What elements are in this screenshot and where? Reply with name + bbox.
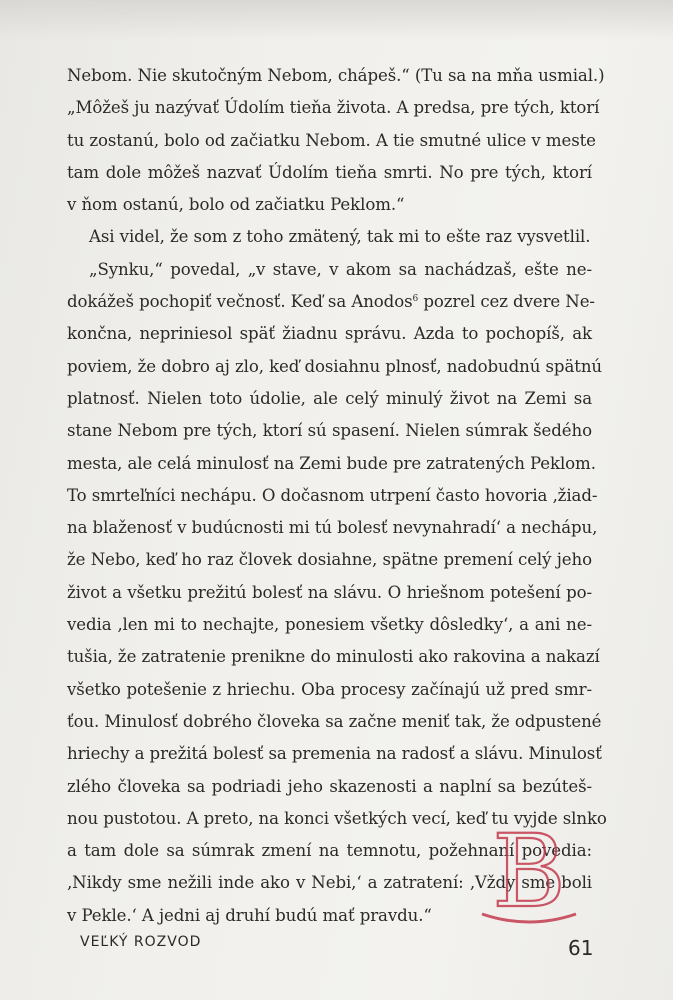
text-fragment: pozrel cez dvere Ne- (418, 292, 595, 312)
text-line: vedia ‚len mi to nechajte, ponesiem všetky dôsledky‘, a ani ne- (67, 615, 592, 635)
text-fragment: dokážeš pochopiť večnosť. Keď sa Anodos (67, 292, 413, 312)
text-line: tam dole môžeš nazvať Údolím tieňa smrti. No pre tých, ktorí (67, 162, 592, 182)
text-line: Asi videl, že som z toho zmätený, tak mi to ešte raz vysvetlil. (89, 227, 591, 247)
text-line: ‚Nikdy sme nežili inde ako v Nebi,‘ a zatratení: ‚Vždy sme boli (67, 873, 592, 893)
body-text (67, 60, 607, 932)
text-line: stane Nebom pre tých, ktorí sú spasení. Nielen súmrak šedého (67, 421, 592, 441)
text-line: platnosť. Nielen toto údolie, ale celý minulý život na Zemi sa (67, 388, 592, 408)
text-line: všetko potešenie z hriechu. Oba procesy začínajú už pred smr- (67, 679, 592, 699)
text-line: na blaženosť v budúcnosti mi tú bolesť nevynahradí‘ a nechápu, (67, 518, 598, 538)
text-line: život a všetku prežitú bolesť na slávu. O hriešnom potešení po- (67, 582, 592, 602)
text-line: nou pustotou. A preto, na konci všetkých vecí, keď tu vyjde slnko (67, 808, 607, 828)
watermark-logo (474, 818, 584, 928)
text-line: v Pekle.‘ A jedni aj druhí budú mať pravdu.“ (67, 905, 432, 925)
text-line: poviem, že dobro aj zlo, keď dosiahnu plnosť, nadobudnú spätnú (67, 356, 602, 376)
text-line: ťou. Minulosť dobrého človeka sa začne meniť tak, že odpustené (67, 711, 602, 731)
text-line: hriechy a prežitá bolesť sa premenia na radosť a slávu. Minulosť (67, 744, 602, 764)
text-line: v ňom ostanú, bolo od začiatku Peklom.“ (67, 195, 405, 215)
text-line: Nebom. Nie skutočným Nebom, chápeš.“ (Tu sa na mňa usmial.) (67, 66, 605, 85)
running-footer-title: VEĽKÝ ROZVOD (80, 934, 202, 950)
watermark-letter: B (492, 818, 566, 928)
footnote-mark[interactable]: 6 (412, 294, 419, 305)
text-line: „Synku,“ povedal, „v stave, v akom sa nachádzaš, ešte ne- (89, 259, 592, 279)
text-line: končna, nepriniesol späť žiadnu správu. Azda to pochopíš, ak (67, 324, 592, 344)
text-line: „Môžeš ju nazývať Údolím tieňa života. A predsa, pre tých, ktorí (67, 98, 600, 118)
text-line: že Nebo, keď ho raz človek dosiahne, spätne premení celý jeho (67, 550, 592, 570)
text-line: To smrteľníci nechápu. O dočasnom utrpení často hovoria ‚žiad- (67, 485, 598, 505)
text-line: zlého človeka sa podriadi jeho skazenosti a naplní sa bezúteš- (67, 776, 592, 796)
page-top-shadow (0, 0, 673, 40)
text-line: a tam dole sa súmrak zmení na temnotu, požehnaní povedia: (67, 841, 592, 861)
text-line: tu zostanú, bolo od začiatku Nebom. A tie smutné ulice v meste (67, 130, 596, 150)
page-number: 61 (568, 936, 594, 960)
text-line: tušia, že zatratenie prenikne do minulosti ako rakovina a nakazí (67, 647, 600, 667)
text-line: mesta, ale celá minulosť na Zemi bude pre zatratených Peklom. (67, 453, 596, 473)
text-line-with-footnote (67, 286, 595, 318)
